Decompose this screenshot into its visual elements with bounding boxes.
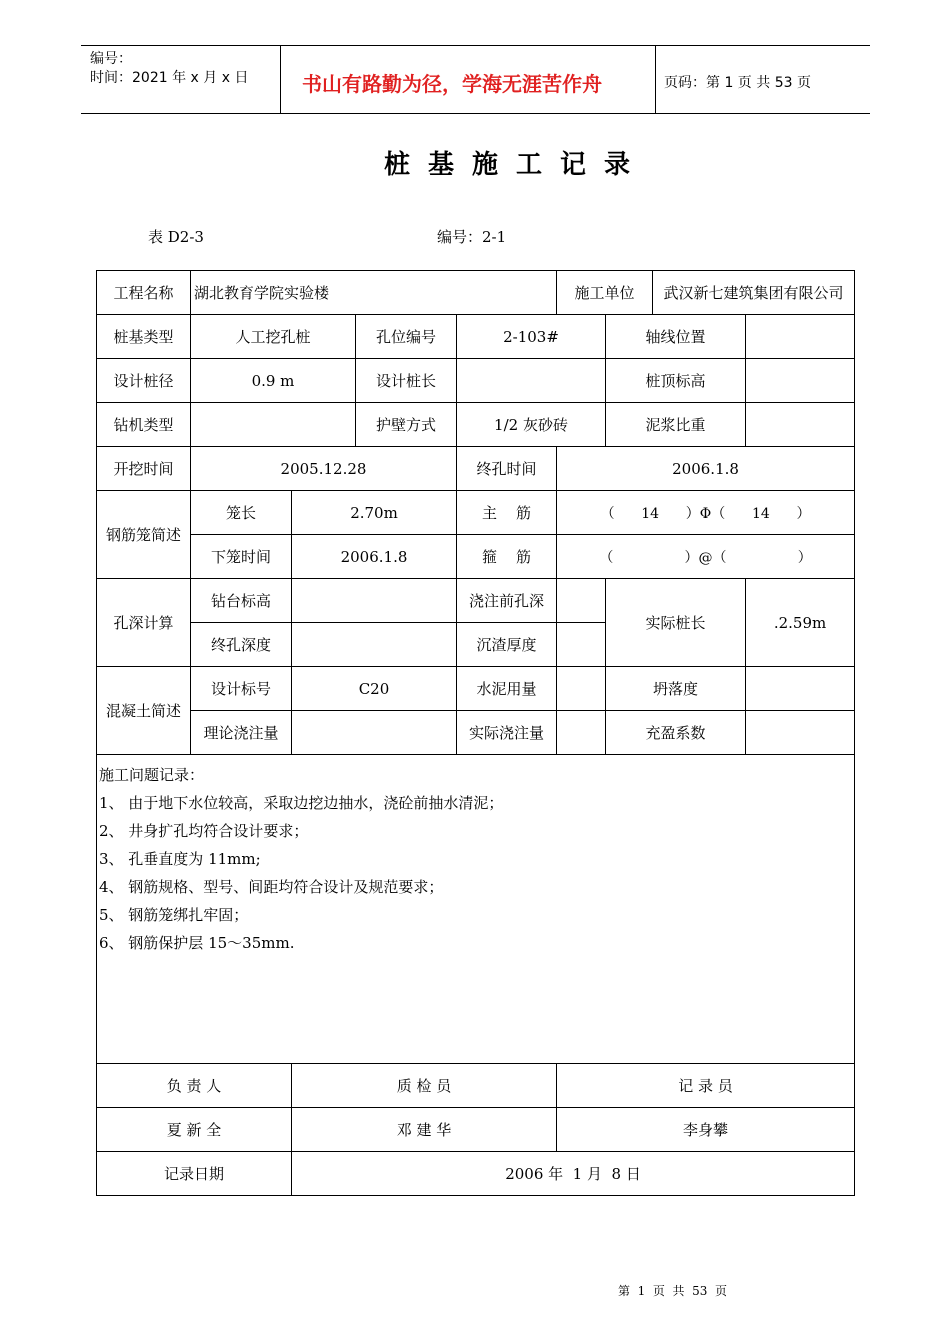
project-label: 工程名称 bbox=[97, 271, 191, 315]
header-page-info: 页码：第 1 页 共 53 页 bbox=[664, 75, 811, 91]
unit-value: 武汉新七建筑集团有限公司 bbox=[653, 271, 855, 315]
cage-len-label: 笼长 bbox=[191, 491, 292, 535]
depth-label: 孔深计算 bbox=[97, 579, 191, 667]
header-divider-right bbox=[655, 45, 656, 114]
grade-value: C20 bbox=[292, 667, 457, 711]
slump-label: 坍落度 bbox=[606, 667, 746, 711]
final-depth-label: 终孔深度 bbox=[191, 623, 292, 667]
platform-label: 钻台标高 bbox=[191, 579, 292, 623]
final-depth-value bbox=[292, 623, 457, 667]
header-slogan: 书山有路勤为径，学海无涯苦作舟 bbox=[302, 72, 602, 96]
notes-item: 6、 钢筋保护层 15～35mm. bbox=[99, 934, 295, 952]
axis-label: 轴线位置 bbox=[606, 315, 746, 359]
rig-label: 钻机类型 bbox=[97, 403, 191, 447]
header-divider-left bbox=[280, 45, 281, 114]
inspector-label: 质 检 员 bbox=[292, 1064, 557, 1108]
notes-item: 3、 孔垂直度为 11mm; bbox=[99, 850, 261, 868]
end-time-label: 终孔时间 bbox=[457, 447, 557, 491]
dig-time-value: 2005.12.28 bbox=[191, 447, 457, 491]
design-dia-label: 设计桩径 bbox=[97, 359, 191, 403]
cage-label: 钢筋笼简述 bbox=[97, 491, 191, 579]
header-top-rule bbox=[81, 45, 870, 46]
notes-item: 1、 由于地下水位较高，采取边挖边抽水，浇砼前抽水清泥； bbox=[99, 794, 504, 812]
leader-label: 负 责 人 bbox=[97, 1064, 292, 1108]
actual-vol-label: 实际浇注量 bbox=[457, 711, 557, 755]
header-bottom-rule bbox=[81, 113, 870, 114]
inspector-name: 邓 建 华 bbox=[292, 1108, 557, 1152]
platform-value bbox=[292, 579, 457, 623]
pre-depth-value bbox=[557, 579, 606, 623]
cage-time-label: 下笼时间 bbox=[191, 535, 292, 579]
grade-label: 设计标号 bbox=[191, 667, 292, 711]
mud-label: 泥浆比重 bbox=[606, 403, 746, 447]
leader-name: 夏 新 全 bbox=[97, 1108, 292, 1152]
concrete-label: 混凝土简述 bbox=[97, 667, 191, 755]
rig-value bbox=[191, 403, 356, 447]
pre-depth-label: 浇注前孔深 bbox=[457, 579, 557, 623]
actual-len-value: .2.59m bbox=[746, 579, 855, 667]
stirrup-value: （ ）@（ ） bbox=[557, 535, 855, 579]
sediment-label: 沉渣厚度 bbox=[457, 623, 557, 667]
record-date-label: 记录日期 bbox=[97, 1152, 292, 1196]
design-dia-value: 0.9 m bbox=[191, 359, 356, 403]
project-value: 湖北教育学院实验楼 bbox=[191, 271, 557, 315]
cage-time-value: 2006.1.8 bbox=[292, 535, 457, 579]
fill-value bbox=[746, 711, 855, 755]
hole-no-value: 2-103# bbox=[457, 315, 606, 359]
serial-number: 编号：2-1 bbox=[437, 228, 507, 246]
axis-value bbox=[746, 315, 855, 359]
unit-label: 施工单位 bbox=[557, 271, 653, 315]
main-bar-label: 主 筋 bbox=[457, 491, 557, 535]
actual-len-label: 实际桩长 bbox=[606, 579, 746, 667]
pile-record-table bbox=[96, 270, 855, 1196]
record-date-value: 2006 年 1 月 8 日 bbox=[292, 1152, 855, 1196]
design-len-label: 设计桩长 bbox=[356, 359, 457, 403]
mud-value bbox=[746, 403, 855, 447]
slump-value bbox=[746, 667, 855, 711]
dig-time-label: 开挖时间 bbox=[97, 447, 191, 491]
recorder-name: 李身攀 bbox=[557, 1108, 855, 1152]
top-elev-value bbox=[746, 359, 855, 403]
main-bar-value: （ 14 ）Φ（ 14 ） bbox=[557, 491, 855, 535]
construction-notes bbox=[97, 755, 855, 1064]
cement-label: 水泥用量 bbox=[457, 667, 557, 711]
actual-vol-value bbox=[557, 711, 606, 755]
pile-type-label: 桩基类型 bbox=[97, 315, 191, 359]
design-len-value bbox=[457, 359, 606, 403]
sediment-value bbox=[557, 623, 606, 667]
recorder-label: 记 录 员 bbox=[557, 1064, 855, 1108]
theory-vol-value bbox=[292, 711, 457, 755]
notes-item: 5、 钢筋笼绑扎牢固； bbox=[99, 906, 249, 924]
notes-item: 2、 井身扩孔均符合设计要求； bbox=[99, 822, 309, 840]
document-title: 桩基施工记录 bbox=[384, 150, 649, 180]
wall-label: 护壁方式 bbox=[356, 403, 457, 447]
form-number: 表 D2-3 bbox=[148, 228, 204, 246]
header-time: 时间：2021 年 x 月 x 日 bbox=[90, 70, 249, 86]
page-footer: 第 1 页 共 53 页 bbox=[618, 1284, 728, 1298]
cement-value bbox=[557, 667, 606, 711]
wall-value: 1/2 灰砂砖 bbox=[457, 403, 606, 447]
end-time-value: 2006.1.8 bbox=[557, 447, 855, 491]
theory-vol-label: 理论浇注量 bbox=[191, 711, 292, 755]
fill-label: 充盈系数 bbox=[606, 711, 746, 755]
hole-no-label: 孔位编号 bbox=[356, 315, 457, 359]
stirrup-label: 箍 筋 bbox=[457, 535, 557, 579]
pile-type-value: 人工挖孔桩 bbox=[191, 315, 356, 359]
notes-heading: 施工问题记录： bbox=[99, 766, 205, 784]
notes-item: 4、 钢筋规格、型号、间距均符合设计及规范要求； bbox=[99, 878, 444, 896]
top-elev-label: 桩顶标高 bbox=[606, 359, 746, 403]
header-code-label: 编号： bbox=[90, 51, 132, 67]
cage-len-value: 2.70m bbox=[292, 491, 457, 535]
